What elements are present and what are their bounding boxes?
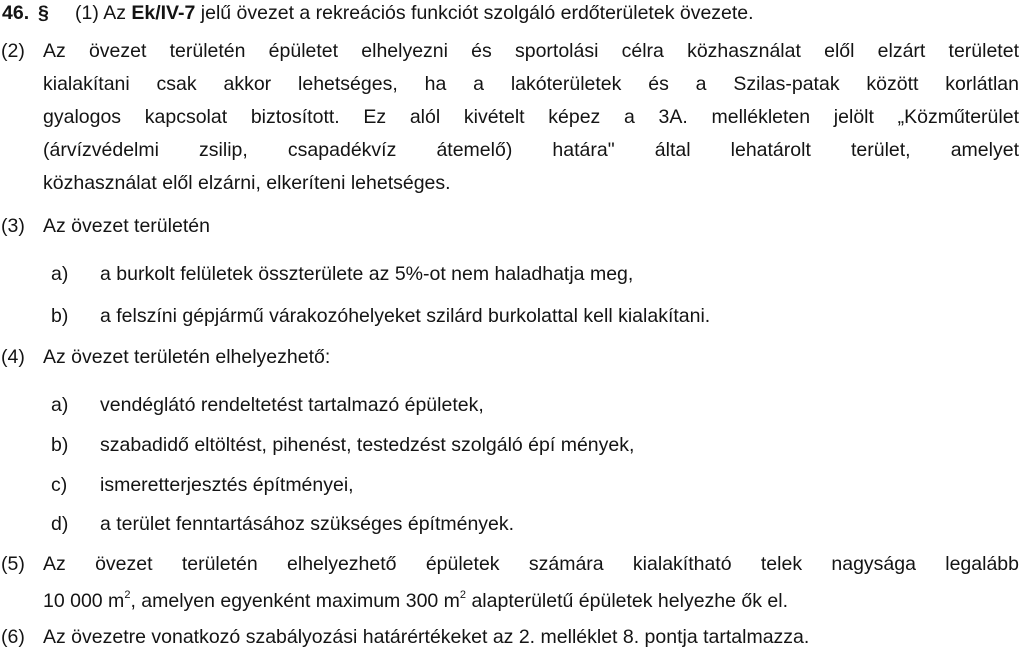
paragraph-2-line-4: (árvízvédelmi zsilip, csapadékvíz átemelő) határa" által lehatárolt terület, amelyet xyxy=(43,139,1019,161)
list-item-text: ismeretterjesztés építményei, xyxy=(100,474,354,496)
area-value-min: 10 000 m xyxy=(43,590,125,612)
list-item-label: d) xyxy=(51,513,69,535)
list-item-label: b) xyxy=(51,305,69,327)
paragraph-4-label: (4) xyxy=(1,346,25,368)
list-item-text: a terület fenntartásához szükséges építmények. xyxy=(100,513,515,535)
list-item-text: a burkolt felületek összterülete az 5%-ot nem haladhatja meg, xyxy=(100,263,634,285)
list-item-label: a) xyxy=(51,394,69,416)
paragraph-2-line-2: kialakítani csak akkor lehetséges, ha a lakóterületek és a Szilas-patak között korlátlan xyxy=(43,73,1019,95)
superscript: 2 xyxy=(459,589,467,601)
area-value-max: , amelyen egyenként maximum 300 m xyxy=(130,590,460,612)
list-item-text: szabadidő eltöltést, pihenést, testedzést szolgáló épí mények, xyxy=(100,434,635,456)
superscript: 2 xyxy=(124,589,131,601)
paragraph-1-label: (1) xyxy=(75,2,99,24)
paragraph-5-label: (5) xyxy=(1,553,25,575)
paragraph-5-line-1: Az övezet területén elhelyezhető épületek számára kialakítható telek nagysága legalább xyxy=(43,553,1019,575)
zone-code: Ek/IV-7 xyxy=(131,2,196,24)
section-symbol: § xyxy=(38,2,49,24)
list-item-label: b) xyxy=(51,434,69,456)
paragraph-1-text-before: Az xyxy=(103,2,126,24)
list-item-text: vendéglátó rendeltetést tartalmazó épületek, xyxy=(100,394,484,416)
section-number: 46. xyxy=(2,2,30,24)
paragraph-1-text-after: jelű övezet a rekreációs funkciót szolgáló erdőterületek övezete. xyxy=(200,2,754,24)
paragraph-2-line-1: Az övezet területén épületet elhelyezni és sportolási célra közhasználat elől elzárt területet xyxy=(43,40,1019,62)
paragraph-2-line-3: gyalogos kapcsolat biztosított. Ez alól kivételt képez a 3A. mellékleten jelölt „Közműterület xyxy=(43,106,1019,128)
paragraph-2-label: (2) xyxy=(1,40,25,62)
paragraph-2-line-5: közhasználat elől elzárni, elkeríteni lehetséges. xyxy=(43,172,451,194)
paragraph-5-line-2 xyxy=(43,589,789,612)
paragraph-1 xyxy=(75,4,754,24)
paragraph-4-intro: Az övezet területén elhelyezhető: xyxy=(43,346,331,368)
paragraph-6-text: Az övezetre vonatkozó szabályozási határértékeket az 2. melléklet 8. pontja tartalmazza. xyxy=(43,626,810,648)
paragraph-3-intro: Az övezet területén xyxy=(43,215,210,237)
list-item-label: c) xyxy=(51,474,68,496)
list-item-label: a) xyxy=(51,263,69,285)
list-item-text: a felszíni gépjármű várakozóhelyeket szilárd burkolattal kell kialakítani. xyxy=(100,305,711,327)
paragraph-5-line-2-end: alapterületű épületek helyezhe ők el. xyxy=(466,590,789,612)
paragraph-3-label: (3) xyxy=(1,215,25,237)
paragraph-6-label: (6) xyxy=(1,626,25,648)
